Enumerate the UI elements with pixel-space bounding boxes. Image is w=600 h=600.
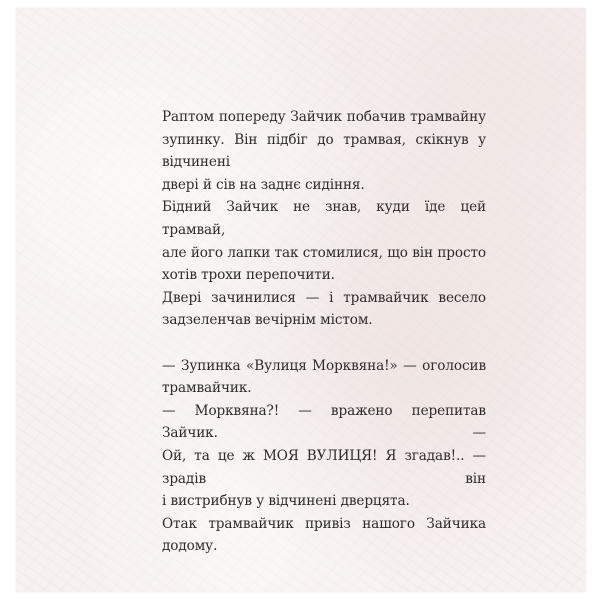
text-line: — Зупинка «Вулиця Морквяна!» — оголосив [162, 357, 486, 374]
text-line: і вистрибнув у відчинені дверцята. [162, 493, 410, 510]
text-line: Раптом попереду Зайчик побачив трамвайну [162, 109, 486, 125]
paragraph-2 [162, 196, 486, 286]
text-line: зупинку. Він підбіг до трамвая, скікнув у відчинені [162, 131, 486, 171]
text-line: Двері зачинилися — і трамвайчик весело [162, 289, 486, 306]
text-line: але його лапки так стомилися, що він просто [162, 244, 486, 261]
paragraph-1 [162, 106, 486, 196]
text-line: Отак трамвайчик привіз нашого Зайчика [162, 515, 486, 532]
text-line: хотів трохи перепочити. [162, 267, 335, 284]
paragraph-gap [162, 332, 486, 355]
text-line: — Морквяна?! — вражено перепитав Зайчик. — [162, 402, 486, 442]
paragraph-4 [162, 355, 486, 400]
text-line: додому. [162, 538, 218, 555]
text-line: Бідний Зайчик не знав, куди їде цей трамвай, [162, 199, 486, 238]
paragraph-3 [162, 287, 486, 332]
text-line: Ой, та це ж МОЯ ВУЛИЦЯ! Я згадав!.. — зрадів він [162, 447, 486, 487]
text-line: трамвайчик. [162, 380, 252, 397]
paragraph-5 [162, 400, 486, 513]
paragraph-6 [162, 513, 486, 558]
text-line: задзеленчав вечірнім містом. [162, 312, 373, 329]
text-line: двері й сів на заднє сидіння. [162, 176, 365, 193]
book-page [16, 8, 586, 592]
story-text [162, 106, 486, 558]
